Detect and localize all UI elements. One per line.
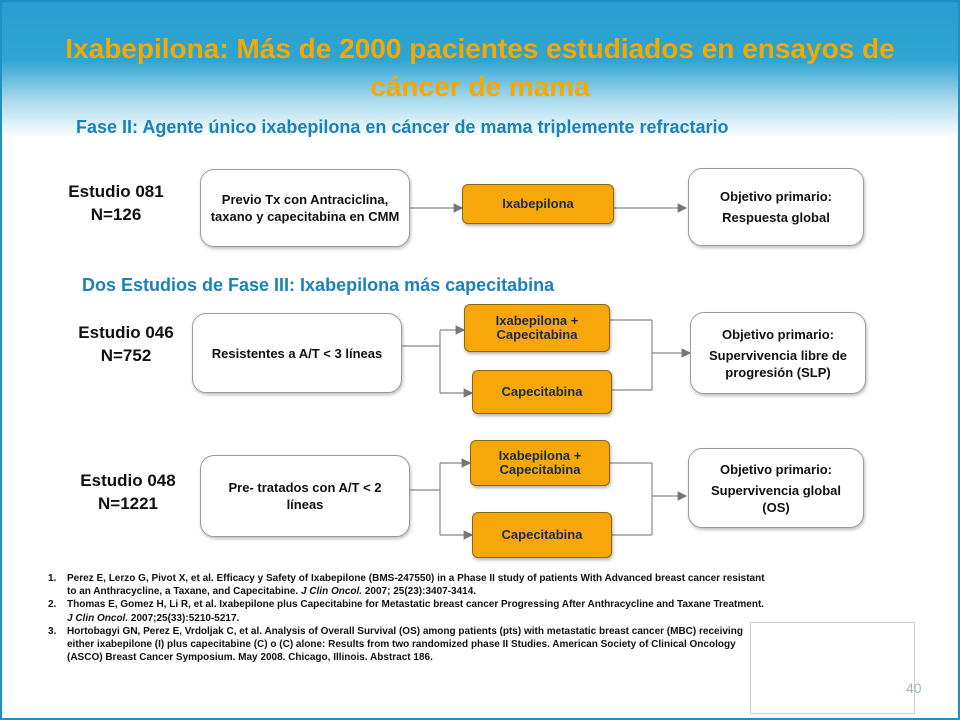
endpoint-label: Objetivo primario: (720, 461, 832, 477)
population-text: Resistentes a A/T < 3 líneas (211, 345, 383, 361)
study-081-arm-ixabepilona (462, 184, 614, 224)
reference-journal: J Clin Oncol. (300, 586, 363, 598)
study-048-population-box (200, 455, 410, 537)
endpoint-value: Supervivencia libre de progresión (SLP) (708, 347, 847, 380)
study-048-endpoint-box (688, 448, 864, 528)
phase3-heading: Dos Estudios de Fase III: Ixabepilona más capecitabina (82, 275, 555, 295)
study-046-arm-capecitabina (472, 370, 612, 414)
reference-item (48, 625, 768, 665)
reference-item (48, 572, 768, 598)
endpoint-label: Objetivo primario: (720, 189, 832, 204)
endpoint-label: Objetivo primario: (722, 326, 834, 342)
reference-number: 1. (48, 573, 57, 584)
arm-label: Ixabepilona + Capecitabina (495, 313, 579, 342)
study-046-label (76, 321, 176, 367)
endpoint-value: Respuesta global (722, 210, 830, 225)
arm-label: Capecitabina (501, 527, 583, 542)
study-name: Estudio 046 (78, 323, 174, 342)
study-048-arm-combo (470, 440, 610, 486)
population-text: Previo Tx con Antraciclina, taxano y capecitabina en CMM (210, 192, 400, 224)
reference-text: Hortobagyi GN, Perez E, Vrdoljak C, et al. Analysis of Overall Survival (OS) among patients (pts) with metastatic breast cancer (MBC) receiving either ixabepilone (I) plus capecitabine (C) o (C) alone: Results from two randomized phase II Studies. American Society of Clinical Oncology (ASCO) Breast Cancer Symposium. May 2008. Chicago, Illinois. Abstract 186. (67, 625, 743, 664)
arm-label: Ixabepilona (502, 196, 574, 211)
study-046-population-box (192, 313, 402, 393)
reference-citation: 2007;25(33):5210-5217. (128, 612, 240, 624)
reference-item (48, 598, 768, 624)
references (48, 572, 768, 664)
reference-number: 3. (48, 625, 57, 637)
study-name: Estudio 081 (68, 182, 164, 201)
phase2-heading: Fase II: Agente único ixabepilona en cáncer de mama triplemente refractario (76, 117, 729, 137)
reference-text: Thomas E, Gomez H, Li R, et al. Ixabepilone plus Capecitabine for Metastatic breast cancer Progressing After Anthracycline and Taxane Treatment. (67, 599, 765, 611)
notes-box (750, 622, 915, 714)
reference-journal: J Clin Oncol. (67, 612, 129, 624)
arm-label: Capecitabina (501, 384, 583, 399)
study-n: N=1221 (97, 494, 159, 513)
arm-label: Ixabepilona + Capecitabina (498, 448, 582, 477)
slide-title: Ixabepilona: Más de 2000 pacientes estudiados en ensayos de cáncer de mama (65, 33, 895, 102)
reference-text: Perez E, Lerzo G, Pivot X, et al. Efficacy y Safety of Ixabepilone (BMS-247550) in a Phase II study of patients With Advanced breast cancer resistant to an Anthracycline, a Taxane, and Capecitabine. (67, 573, 765, 598)
study-n: N=752 (100, 346, 152, 365)
study-081-label (66, 180, 166, 226)
study-081-population-box (200, 169, 410, 247)
study-081-endpoint-box (688, 168, 864, 246)
page-number: 40 (906, 680, 922, 696)
reference-number: 2. (48, 599, 57, 611)
study-048-arm-capecitabina (472, 512, 612, 558)
study-046-endpoint-box (690, 312, 866, 394)
population-text: Pre- tratados con A/T < 2 líneas (228, 480, 382, 512)
study-048-label (76, 469, 180, 515)
endpoint-value: Supervivencia global (OS) (710, 482, 842, 515)
study-name: Estudio 048 (80, 471, 176, 490)
study-046-arm-combo (464, 304, 610, 352)
reference-citation: 2007; 25(23):3407-3414. (362, 586, 477, 598)
study-n: N=126 (90, 205, 142, 224)
